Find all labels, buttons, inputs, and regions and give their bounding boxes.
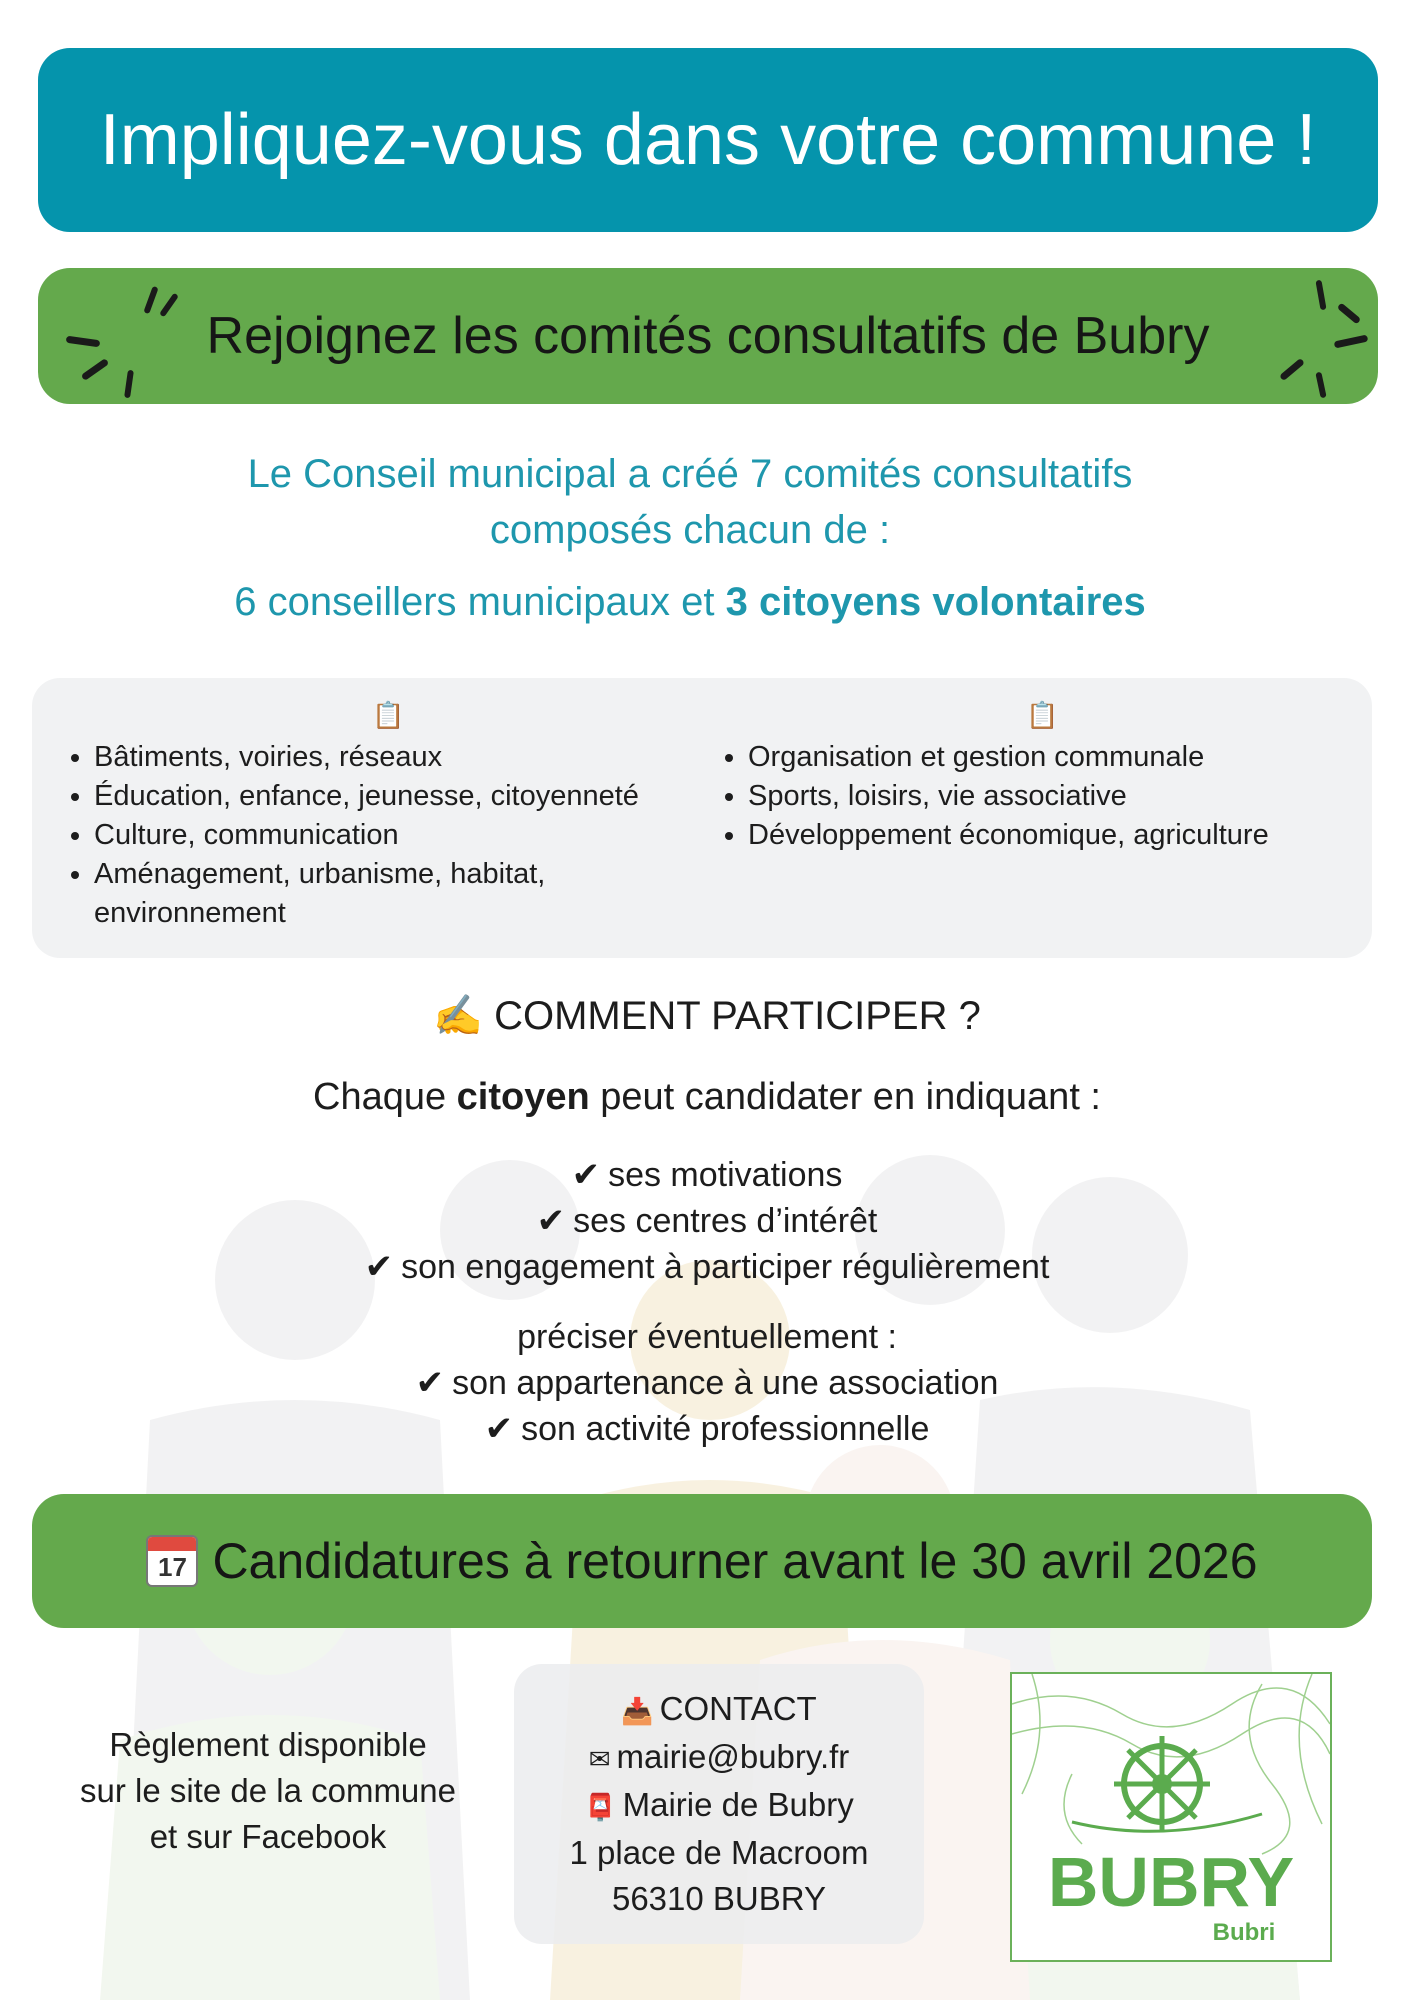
- composition-bold: 3 citoyens volontaires: [725, 580, 1146, 624]
- envelope-icon: ✉: [588, 1744, 611, 1774]
- inbox-tray-icon: 📥: [621, 1696, 654, 1726]
- check-label: son activité professionnelle: [521, 1410, 930, 1448]
- check-label: son engagement à participer régulièrement: [401, 1248, 1050, 1286]
- text-bold: citoyen: [456, 1076, 590, 1118]
- contact-place: 📮 Mairie de Bubry: [584, 1786, 854, 1823]
- list-item: • Éducation, enfance, jeunesse, citoyenneté: [94, 777, 692, 816]
- clipboard-icon: 📋: [372, 700, 405, 730]
- title-banner: [38, 48, 1378, 232]
- deadline-text: Candidatures à retourner avant le 30 avril 2026: [212, 1533, 1258, 1589]
- contact-email[interactable]: ✉ mairie@bubry.fr: [588, 1738, 850, 1775]
- check-icon: ✔: [536, 1202, 566, 1240]
- how-to-participate-heading: [0, 992, 1414, 1039]
- rules-line: et sur Facebook: [149, 1818, 387, 1855]
- logo-graphic: [1012, 1674, 1330, 1960]
- check-icon: ✔: [571, 1156, 601, 1194]
- list-item: • Aménagement, urbanisme, habitat, environnement: [94, 855, 594, 933]
- postbox-icon: 📮: [584, 1792, 617, 1822]
- logo-name: BUBRY: [1047, 1843, 1295, 1921]
- clipboard-icon: 📋: [1026, 700, 1059, 730]
- intro-line-1: Le Conseil municipal a créé 7 comités consultatifs: [247, 452, 1133, 496]
- deadline-banner: [32, 1494, 1372, 1628]
- subtitle: Rejoignez les comités consultatifs de Bubry: [206, 307, 1210, 365]
- check-item: [0, 1152, 1414, 1198]
- check-item: [0, 1406, 1414, 1452]
- list-item: • Sports, loisirs, vie associative: [748, 777, 1366, 816]
- required-items: [0, 1152, 1414, 1290]
- subtitle-banner: [38, 268, 1378, 404]
- check-item: [0, 1360, 1414, 1406]
- check-item: [0, 1244, 1414, 1290]
- contact-address: 1 place de Macroom: [569, 1834, 869, 1871]
- check-icon: ✔: [484, 1410, 514, 1448]
- text-part: peut candidater en indiquant :: [589, 1076, 1101, 1118]
- logo-subname: Bubri: [1212, 1919, 1276, 1946]
- rules-line: sur le site de la commune: [79, 1772, 456, 1809]
- page-title: Impliquez-vous dans votre commune !: [99, 100, 1317, 180]
- composition-text: [100, 580, 1280, 625]
- every-citizen-text: [0, 1076, 1414, 1119]
- rules-line: Règlement disponible: [109, 1726, 427, 1763]
- bubry-logo: [1010, 1672, 1332, 1962]
- intro-line-2: composés chacun de :: [489, 508, 891, 552]
- contact-heading: 📥 CONTACT: [621, 1690, 817, 1727]
- committees-column-left: [32, 700, 692, 933]
- check-label: ses centres d’intérêt: [573, 1202, 878, 1240]
- writing-hand-icon: ✍: [433, 994, 483, 1038]
- check-icon: ✔: [415, 1364, 445, 1402]
- list-item: • Culture, communication: [94, 816, 692, 855]
- calendar-icon: 17: [146, 1535, 198, 1587]
- check-label: ses motivations: [608, 1156, 843, 1194]
- heading-text: COMMENT PARTICIPER ?: [494, 994, 981, 1038]
- rules-info: [48, 1722, 488, 1860]
- check-label: son appartenance à une association: [452, 1364, 999, 1402]
- contact-city: 56310 BUBRY: [611, 1880, 827, 1917]
- list-item: • Organisation et gestion communale: [748, 738, 1366, 777]
- list-item: • Développement économique, agriculture: [748, 816, 1366, 855]
- sparkle-left-icon: [58, 278, 168, 398]
- text-part: Chaque: [313, 1076, 457, 1118]
- sparkle-right-icon: [1248, 274, 1368, 398]
- intro-text: [100, 446, 1280, 558]
- composition-plain: 6 conseillers municipaux et: [234, 580, 726, 624]
- list-item: • Bâtiments, voiries, réseaux: [94, 738, 692, 777]
- check-icon: ✔: [364, 1248, 394, 1286]
- committees-list-box: [32, 678, 1372, 958]
- optional-items: [0, 1314, 1414, 1452]
- optional-intro: préciser éventuellement :: [517, 1318, 897, 1356]
- contact-box: [514, 1664, 924, 1944]
- committees-column-right: [686, 700, 1366, 855]
- check-item: [0, 1198, 1414, 1244]
